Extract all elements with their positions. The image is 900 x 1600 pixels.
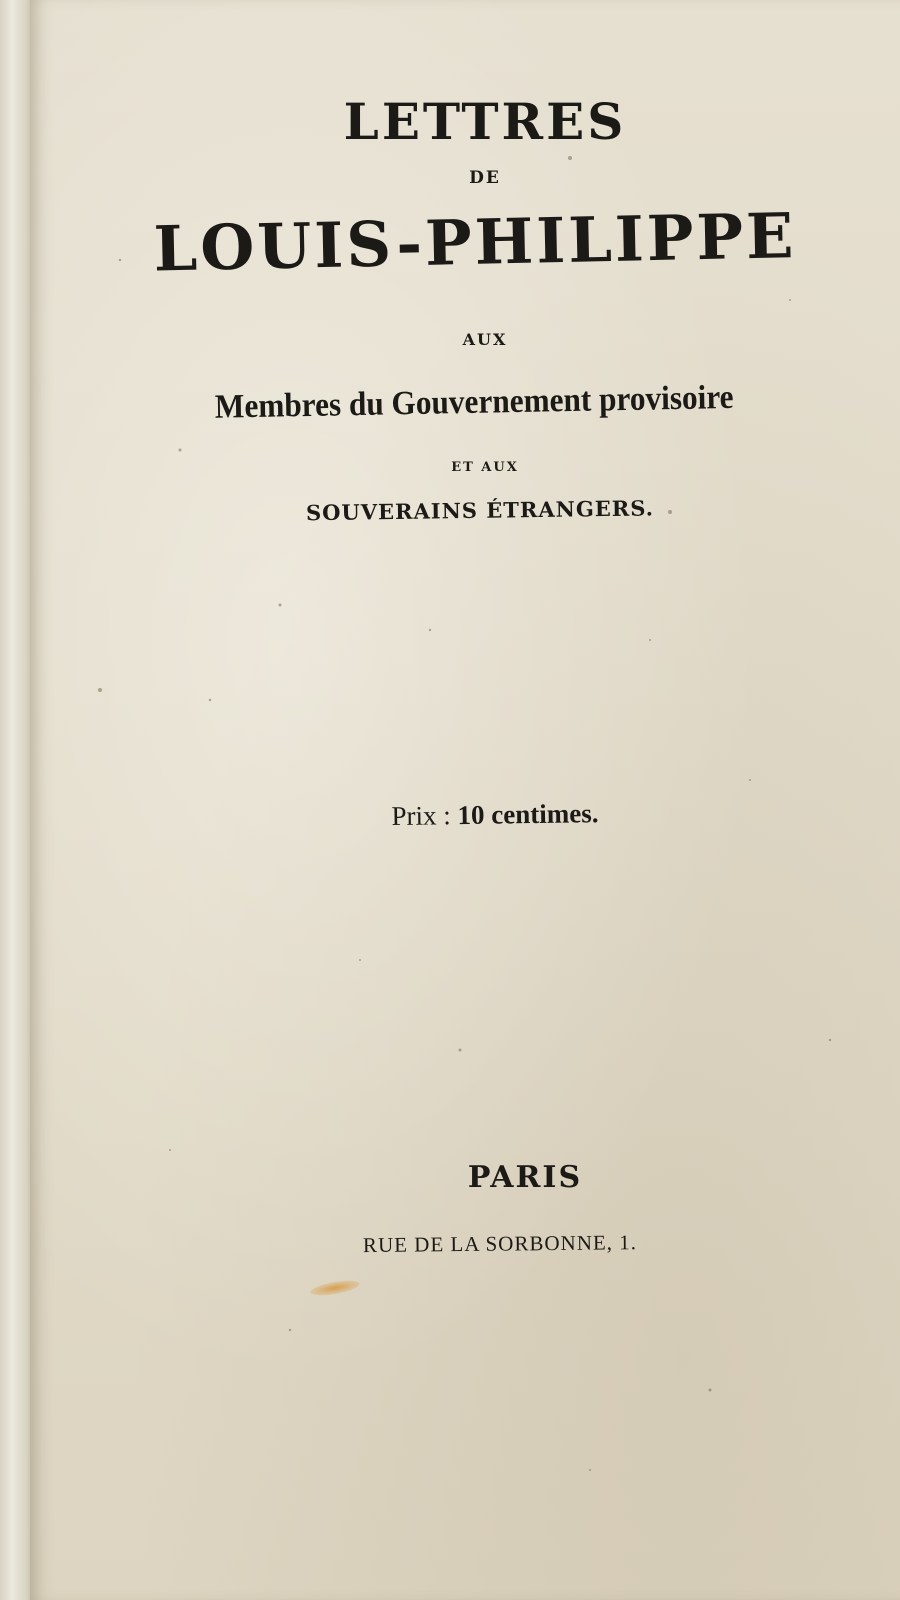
- title-line-membres: Membres du Gouvernement provisoire: [214, 378, 734, 426]
- author-name: LOUIS-PHILIPPE: [152, 199, 798, 286]
- price-value: 10 centimes.: [457, 798, 599, 831]
- title-line-de: DE: [469, 168, 501, 188]
- imprint-address: RUE DE LA SORBONNE, 1.: [362, 1230, 638, 1258]
- title-line-souverains: SOUVERAINS ÉTRANGERS.: [305, 495, 655, 526]
- imprint-city: PARIS: [467, 1160, 583, 1195]
- title-line-et-aux: ET AUX: [451, 460, 519, 475]
- price-label: Prix :: [391, 800, 451, 832]
- title-line-aux: AUX: [462, 330, 508, 349]
- title-line-lettres: LETTRES: [343, 92, 627, 151]
- title-page: [30, 0, 900, 1600]
